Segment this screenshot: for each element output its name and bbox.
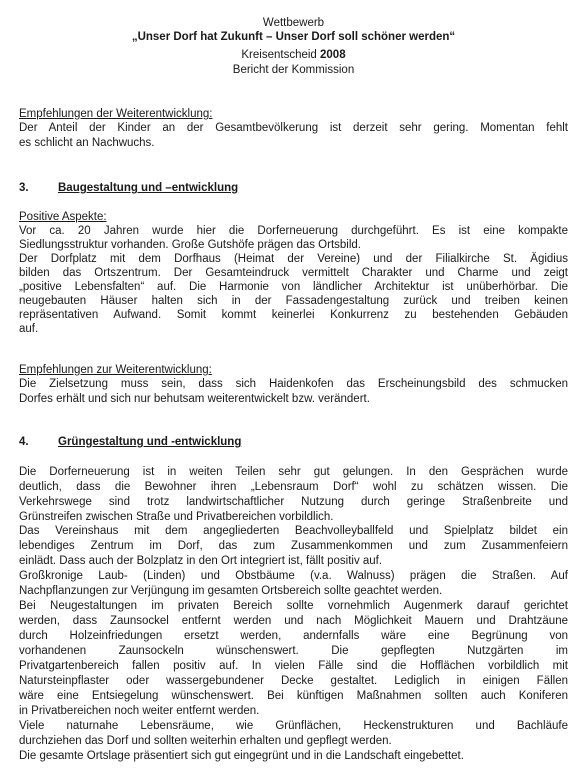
section-4-line: Verkehrswege sind trotz landwirtschaftlicher Nutzung durch geringe Straßenbreite und — [19, 496, 568, 508]
section-3-line: Der Dorfplatz mit dem Dorfhaus (Heimat der Vereine) und der Filialkirche St. Ägidius — [19, 253, 568, 265]
header-line-2: „Unser Dorf hat Zukunft – Unser Dorf soll schöner werden“ — [131, 31, 456, 43]
section-4-line: Großkronige Laub- (Linden) und Obstbäume (v.a. Walnuss) prägen die Straßen. Auf — [19, 570, 568, 582]
section-4-line: werden, dass Zaunsockel entfernt werden und nach Möglichkeit Mauern und Drahtzäune — [19, 615, 568, 627]
section-4-line: durch Holzeinfriedungen ersetzt werden, andernfalls wäre eine Begrünung von — [19, 630, 568, 642]
section-4-title: Grüngestaltung und -entwicklung — [58, 436, 242, 448]
positive-aspects-heading: Positive Aspekte: — [19, 211, 107, 223]
intro-line: Der Anteil der Kinder an der Gesamtbevölkerung ist derzeit sehr gering. Momentan fehlt — [19, 122, 568, 134]
section-3-line: Siedlungsstruktur vorhanden. Große Gutshöfe prägen das Ortsbild. — [19, 239, 361, 251]
section-4-line: Bei Neugestaltungen im privaten Bereich sollte vornehmlich Augenmerk darauf gerichtet — [19, 600, 568, 612]
section-4-line: Die Dorferneuerung ist in weiten Teilen sehr gut gelungen. In den Gesprächen wurde — [19, 466, 568, 478]
section-4-line: wäre eine Entsiegelung wünschenswert. Bei künftigen Maßnahmen sollten auch Koniferen — [19, 690, 568, 702]
section-4-line: Viele naturnahe Lebensräume, wie Grünflächen, Heckenstrukturen und Bachläufe — [19, 720, 568, 732]
section-4-line: vorhandenen Zaunsockeln wünschenswert. Die gepflegten Nutzgärten im — [19, 645, 568, 657]
section-3-line: neugebauten Häuser halten sich in der Fassadengestaltung zurück und treiben keinen — [19, 295, 568, 307]
recommendation-line: Dorfes erhält und sich nur behutsam weiterentwickelt bzw. verändert. — [19, 393, 370, 405]
header-line-4: Bericht der Kommission — [232, 64, 355, 76]
section-4-line: Nachpflanzungen zur Verjüngung im gesamten Ortsbereich sollte geachtet werden. — [19, 585, 443, 597]
header-line-3-label: Kreisentscheid — [241, 49, 321, 61]
section-4-line: Die gesamte Ortslage präsentiert sich gut eingegrünt und in die Landschaft eingebettet. — [19, 750, 464, 762]
recommendations-heading: Empfehlungen zur Weiterentwicklung: — [19, 364, 212, 376]
header-line-1: Wettbewerb — [262, 17, 325, 29]
section-3-line: bilden das Ortszentrum. Der Gesamteindruck vermittelt Charakter und Charme und zeigt — [19, 267, 568, 279]
section-4-line: Grünstreifen zwischen Straße und Privatbereichen vorbildlich. — [19, 511, 334, 523]
header-line-3-year: 2008 — [320, 49, 346, 61]
section-4-line: Privatgartenbereich fallen positiv auf. In vielen Fälle sind die Hofflächen vorbildlich mit — [19, 660, 568, 672]
section-4-line: Das Vereinshaus mit dem angegliederten Beachvolleyballfeld und Spielplatz bildet ein — [19, 525, 568, 537]
section-3-title: Baugestaltung und –entwicklung — [58, 182, 239, 194]
section-4-line: deutlich, dass die Bewohner ihren „Lebensraum Dorf“ wohl zu schätzen wissen. Die — [19, 481, 568, 493]
section-3-line: Vor ca. 20 Jahren wurde hier die Dorferneuerung durchgeführt. Es ist eine kompakte — [19, 225, 568, 237]
intro-heading: Empfehlungen der Weiterentwicklung: — [19, 108, 213, 120]
recommendation-line: Die Zielsetzung muss sein, dass sich Haidenkofen das Erscheinungsbild des schmucken — [19, 378, 568, 390]
section-3-number: 3. — [19, 182, 29, 194]
section-4-line: Natursteinpflaster oder wassergebundener Decke gestaltet. Lediglich in einigen Fällen — [19, 675, 568, 687]
section-3-line: repräsentativen Aufwand. Somit kommt keinerlei Konkurrenz zu bestehenden Gebäuden — [19, 309, 568, 321]
section-4-line: lebendiges Zentrum im Dorf, das zum Zusammenkommen und zum Zusammenfeiern — [19, 540, 568, 552]
section-4-line: in Privatbereichen noch weiter entfernt werden. — [19, 705, 260, 717]
intro-line: es schlicht an Nachwuchs. — [19, 137, 155, 149]
section-3-line: „positive Lebensfalten“ auf. Die Harmonie von ländlicher Architektur ist unüberhörbar. Die — [19, 281, 568, 293]
section-4-number: 4. — [19, 436, 29, 448]
section-4-line: einlädt. Dass auch der Bolzplatz in den Ort integriert ist, fällt positiv auf. — [19, 555, 383, 567]
header-line-3 — [0, 48, 587, 62]
section-3-line: auf. — [19, 323, 39, 335]
section-4-line: durchziehen das Dorf und sollten weiterhin erhalten und gepflegt werden. — [19, 735, 392, 747]
